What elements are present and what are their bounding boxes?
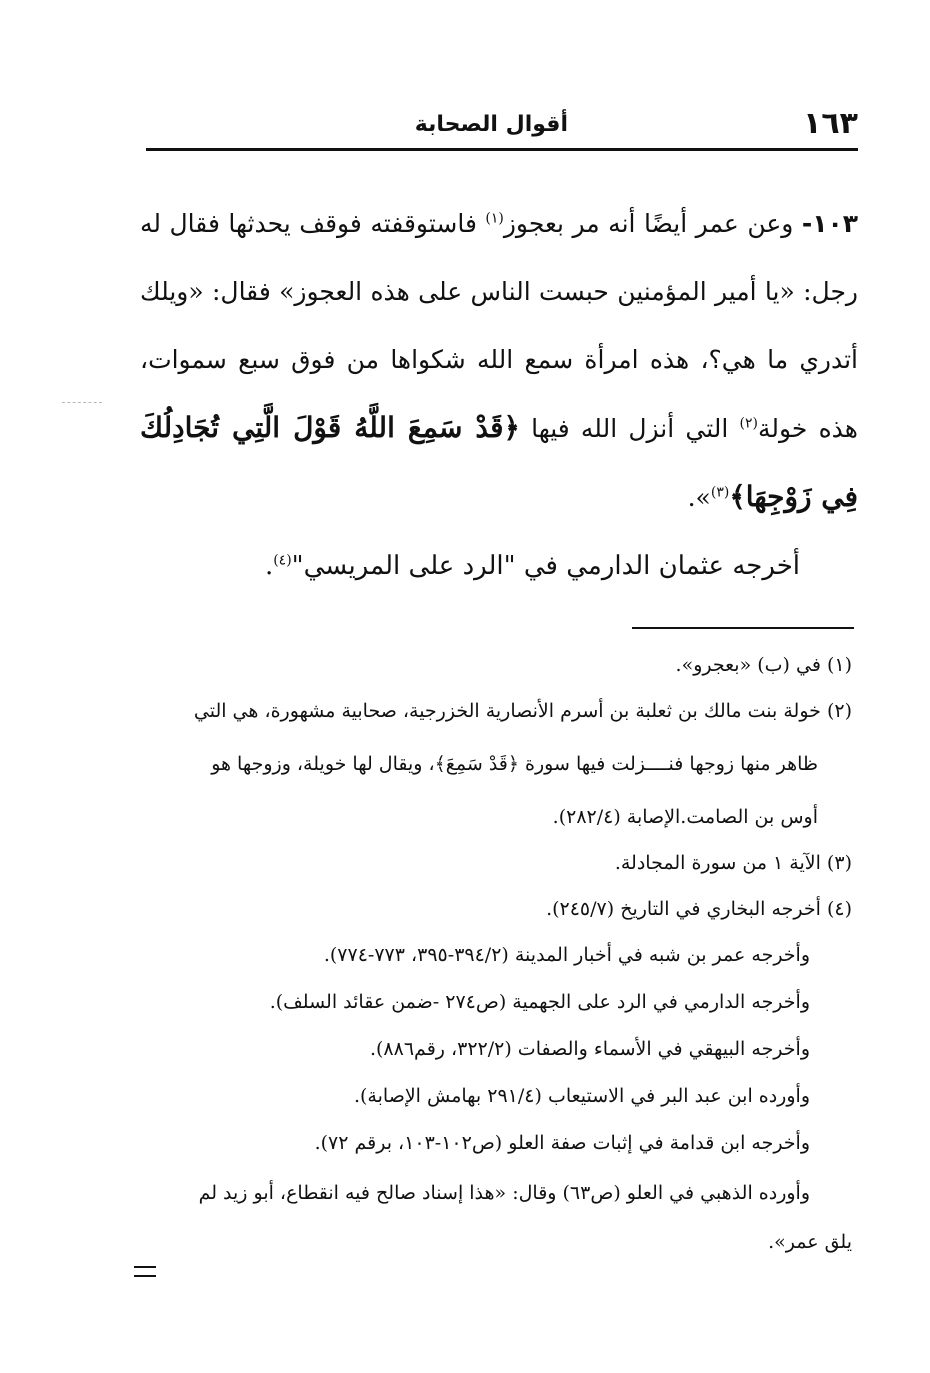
footnote-ref-2[interactable]: (٢) <box>739 415 758 432</box>
hadith-text-4: ». <box>687 483 711 512</box>
footnote-2-line-2: ظاهر منها زوجها فنــــزلت فيها سورة ﴿قَدْ سَمِعَ﴾، ويقال لها خويلة، وزوجها هو <box>211 753 818 775</box>
footnote-2: (٢) خولة بنت مالك بن ثعلبة بن أسرم الأنصارية الخزرجية، صحابية مشهورة، هي التي <box>193 700 852 722</box>
footnote-4-line-8: يلق عمر». <box>768 1231 852 1253</box>
footnote-ref-1[interactable]: (١) <box>485 210 504 227</box>
footnote-separator <box>632 627 854 629</box>
page-header <box>146 104 858 151</box>
source-text: أخرجه عثمان الدارمي في "الرد على المريسي" <box>291 551 800 581</box>
hadith-body <box>140 190 858 532</box>
footnote-ref-4[interactable]: (٤) <box>273 552 292 569</box>
hadith-number: ١٠٣- <box>801 209 858 238</box>
footnote-4-line-2: وأخرجه عمر بن شبه في أخبار المدينة (٣٩٤/٢-٣٩٥، ٧٧٣-٧٧٤). <box>323 944 810 966</box>
source-end: . <box>264 551 274 581</box>
running-title: أقوال الصحابة <box>414 112 568 137</box>
hadith-text-1: وعن عمر أيضًا أنه مر بعجوز <box>503 209 802 238</box>
margin-scan-mark <box>62 402 102 403</box>
hadith-paragraph <box>140 190 858 532</box>
footnote-2-line-3: أوس بن الصامت.الإصابة (٢٨٢/٤). <box>552 806 818 828</box>
hadith-text-2: فاستوقفته فوقف يحدثها فقال له رجل: «يا أمير المؤمنين حبست الناس على هذه العجوز» فقال: «ويلك أتدري ما هي؟، هذه امرأة سمع الله شكواها من فوق سبع سموات، هذه خولة <box>140 209 858 443</box>
hadith-text-3: التي أنزل الله فيها <box>519 414 740 443</box>
footnote-ref-3[interactable]: (٣) <box>710 484 730 501</box>
footnote-4-line-6: وأخرجه ابن قدامة في إثبات صفة العلو (ص١٠٢-١٠٣، برقم ٧٢). <box>314 1132 810 1154</box>
footnote-3: (٣) الآية ١ من سورة المجادلة. <box>614 852 852 874</box>
footnote-4-line-3: وأخرجه الدارمي في الرد على الجهمية (ص٢٧٤ -ضمن عقائد السلف). <box>269 991 810 1013</box>
footnote-4-line-4: وأخرجه البيهقي في الأسماء والصفات (٣٢٢/٢، رقم٨٨٦). <box>369 1038 810 1060</box>
page-end-mark <box>134 1266 156 1277</box>
footnote-4-line-7: وأورده الذهبي في العلو (ص٦٣) وقال: «هذا إسناد صالح فيه انقطاع، أبو زيد لم <box>198 1182 810 1204</box>
footnote-1: (١) في (ب) «بعجرو». <box>675 654 852 676</box>
source-citation <box>140 536 800 596</box>
footnote-4: (٤) أخرجه البخاري في التاريخ (٢٤٥/٧). <box>546 898 852 920</box>
quran-verse: ﴿قَدْ سَمِعَ اللَّهُ قَوْلَ الَّتِي تُجَادِلُكَ فِي زَوْجِهَا﴾ <box>140 411 858 513</box>
footnotes <box>140 642 852 1266</box>
footnote-4-line-5: وأورده ابن عبد البر في الاستيعاب (٢٩١/٤ بهامش الإصابة). <box>353 1085 810 1107</box>
page-number: ١٦٣ <box>803 106 858 141</box>
